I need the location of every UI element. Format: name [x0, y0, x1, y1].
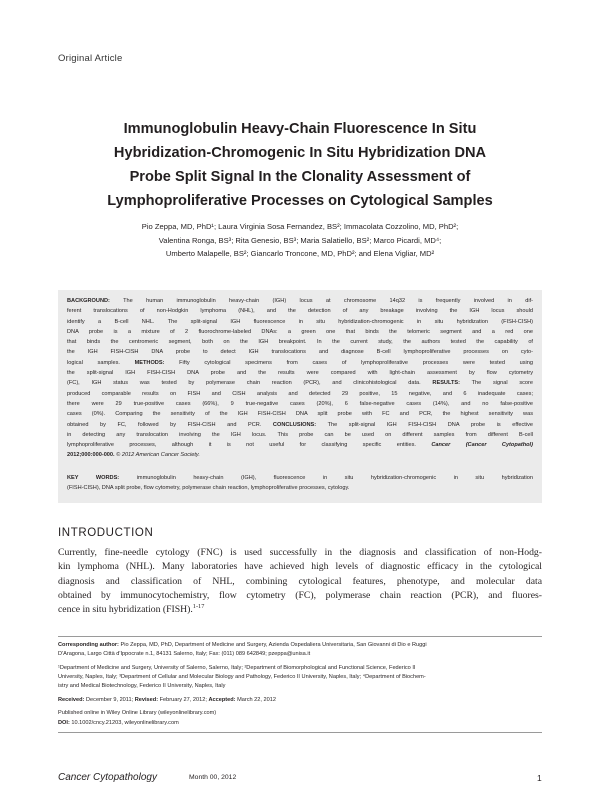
page-number: 1: [537, 773, 542, 783]
title-line: Hybridization-Chromogenic In Situ Hybridization DNA: [113, 145, 487, 161]
author-line: Valentina Ronga, BS³; Rita Genesio, BS³; Maria Salatiello, BS²; Marco Picardi, MD⁴;: [158, 235, 442, 245]
received-label: Received:: [58, 696, 85, 703]
abstract-line: obtained by FC, followed by FISH-CISH and PCR.: [67, 421, 262, 428]
title-line: Lymphoproliferative Processes on Cytological Samples: [107, 193, 493, 209]
revised-date: February 27, 2012;: [159, 696, 207, 703]
abstract-line: The split-signal IGH FISH-CISH DNA probe is effective: [327, 421, 534, 428]
affiliation-line: istry and Medical Biotechnology, Federico II University, Naples, Italy: [58, 682, 226, 689]
doi-label: DOI:: [58, 720, 70, 727]
footer-journal-name: Cancer Cytopathology: [58, 772, 157, 783]
body-line: diagnosis and classification of NHL, combining cytological features, phenotype, and molecular data: [58, 575, 542, 587]
abstract-line: logical samples.: [67, 359, 120, 366]
abstract-line: lymphoproliferative processes, although it is not useful for classifying specific entities.: [67, 442, 416, 449]
citation-volume: 2012;000:000-000.: [67, 452, 115, 459]
abstract-box: [58, 290, 542, 503]
author-line: Pio Zeppa, MD, PhD¹; Laura Virginia Sosa Fernandez, BS²; Immacolata Cozzolino, MD, PhD²;: [141, 222, 459, 231]
keywords-line: (FISH-CISH), DNA split probe, flow cytometry, polymerase chain reaction, lymphoproliferative processes, cytology.: [67, 485, 350, 492]
reference-citation: 1-17: [192, 602, 205, 610]
accepted-label: Accepted:: [208, 696, 236, 703]
keywords-label: KEY WORDS:: [67, 475, 120, 481]
footnotes: [58, 641, 542, 728]
keywords-line: immunoglobulin heavy-chain (IGH), fluorescence in situ hybridization-chromogenic in situ hybridization: [136, 475, 533, 481]
article-title: [60, 117, 540, 213]
abstract-line: (FC), IGH status was tested by polymerase chain reaction (PCR), and clinicohistological data.: [67, 380, 421, 387]
abstract-line: in detecting any translocation involving the IGH locus. This probe can be used on different samples from different B-cell: [67, 431, 533, 438]
body-line: kin lymphoma (NHL). Many laboratories have achieved high levels of diagnostic efficacy in the cytological: [58, 561, 542, 573]
title-line: Probe Split Signal In the Clonality Assessment of: [129, 169, 471, 185]
accepted-date: March 22, 2012: [237, 696, 276, 703]
results-label: RESULTS:: [432, 380, 460, 387]
abstract-line: the split-signal IGH FISH-CISH DNA probe and the results were compared with light-chain assessment by flow cytometry: [67, 370, 533, 377]
corresponding-label: Corresponding author:: [58, 642, 119, 648]
title-line: Immunoglobulin Heavy-Chain Fluorescence In Situ: [123, 121, 477, 137]
abstract-line: there were 29 true-positive cases (66%), 9 true-negative cases (20%), 6 false-negative cases (14%), and no false-positive: [67, 400, 533, 407]
revised-label: Revised:: [134, 696, 159, 703]
abstract-line: identify a B-cell NHL. The split-signal IGH fluorescence in situ hybridization-chromogenic in situ hybridization (FISH-CISH): [67, 318, 533, 325]
abstract-line: the IGH FISH-CISH DNA probe to detect IGH translocations and diagnose B-cell lymphoproliferative processes on cyto-: [67, 349, 533, 356]
doi-value[interactable]: 10.1002/cncy.21203, wileyonlinelibrary.com: [71, 720, 179, 727]
footnote-divider: [58, 636, 542, 637]
published-line: Published online in Wiley Online Library (wileyonlinelibrary.com): [58, 710, 217, 717]
body-line: Currently, fine-needle cytology (FNC) is used successfully in the diagnosis and classification of non-Hodg-: [58, 547, 542, 558]
abstract-line: ferent translocations of non-Hodgkin lymphoma (NHL), and the detection of any breakage involving the IGH locus should: [67, 308, 533, 315]
abstract-line: Fifty cytological specimens from cases of lymphoproliferative processes were tested using: [179, 359, 533, 366]
keywords: [67, 473, 533, 494]
body-line: obtained by immunocytochemistry, flow cytometry (FC), polymerase chain reaction (PCR), and fluores-: [58, 589, 542, 601]
corresponding-line: Pio Zeppa, MD, PhD, Department of Medicine and Surgery, Azienda Ospedaliera Universitaria, San Giovanni di Dio e Ruggi: [120, 642, 427, 648]
abstract-text: [67, 296, 533, 461]
background-label: BACKGROUND:: [67, 298, 110, 304]
author-line: Umberto Malapelle, BS²; Giancarlo Troncone, MD, PhD²; and Elena Vigliar, MD²: [165, 249, 435, 258]
doi-line: [58, 719, 542, 728]
affiliation-line: University, Naples, Italy; ³Department of Cellular and Molecular Biology and Pathology, Federico II University, Naples, Italy; ⁴Department of Biochem-: [58, 673, 426, 680]
abstract-line: The signal score: [471, 380, 533, 387]
abstract-line: produced comparable results on FISH and CISH analysis and detected 29 positive, 15 negative, and 6 inadequate cases;: [67, 390, 533, 397]
article-type-label: Original Article: [58, 53, 123, 64]
body-line: cence in situ hybridization (FISH).: [58, 604, 193, 616]
methods-label: METHODS:: [134, 359, 165, 366]
introduction-body: [58, 546, 542, 617]
corresponding-line: D'Aragona, Largo Città d'Ippocrate n.1, 84131 Salerno, Italy; Fax: (011) 089 642849; pzeppa@unisa.it: [58, 650, 311, 657]
history-line: [58, 696, 542, 705]
abstract-line: that binds the centromeric segment, both on the IGH breakpoint. In the current study, the authors tested the capability of: [67, 339, 533, 346]
abstract-line: The human immunoglobulin heavy-chain (IGH) locus at chromosome 14q32 is frequently involved in dif-: [123, 298, 533, 304]
author-list: [60, 220, 540, 261]
abstract-line: cases (0%). Comparing the sensitivity of the IGH FISH-CISH DNA split probe with FC and PCR, the highest sensitivity was: [67, 411, 533, 418]
received-date: December 9, 2011;: [86, 696, 134, 703]
citation-journal: Cancer (Cancer Cytopathol): [431, 442, 533, 449]
section-heading-introduction: INTRODUCTION: [58, 527, 154, 539]
footer-divider: [58, 732, 542, 733]
conclusions-label: CONCLUSIONS:: [272, 421, 317, 428]
abstract-line: DNA probe is a mixture of 2 fluorochrome-labeled DNAs: a green one that binds the telomeric segment and a red one: [67, 328, 533, 335]
affiliation-line: ¹Department of Medicine and Surgery, University of Salerno, Salerno, Italy; ²Department of Biomorphological and Functional Science, Federico II: [58, 664, 416, 671]
footer-issue-date: Month 00, 2012: [189, 774, 237, 781]
copyright-notice: © 2012 American Cancer Society.: [116, 452, 200, 459]
